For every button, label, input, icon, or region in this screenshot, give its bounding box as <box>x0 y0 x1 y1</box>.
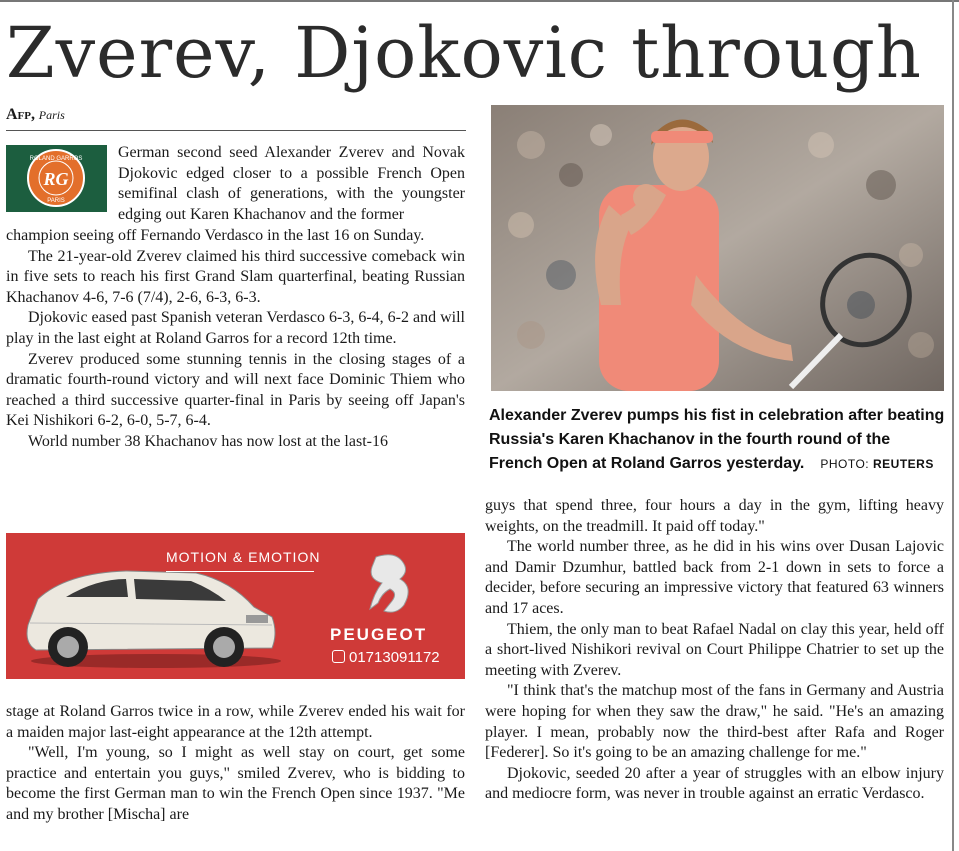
logo-top-text: ROLAND GARROS <box>29 156 83 162</box>
article-paragraph: The 21-year-old Zverev claimed his third successive comeback win in five sets to reach his first Grand Slam quarterfinal, beating Russian Khachanov 4-6, 7-6 (7/4), 2-6, 6-3, 6-3. <box>6 247 465 306</box>
left-column <box>6 226 465 453</box>
article-paragraph: "Well, I'm young, so I might as well stay on court, get some practice and entertain you guys," smiled Zverev, who is bidding to become the first German man to win the French Open since 1937. "Me and my brother [Mischa] are <box>6 744 465 823</box>
ad-phone <box>332 649 440 666</box>
article-paragraph: Djokovic, seeded 20 after a year of struggles with an elbow injury and mediocre form, was never in trouble against an erratic Verdasco. <box>485 764 944 803</box>
photo-caption <box>489 404 947 476</box>
logo-monogram: RG <box>43 169 69 189</box>
byline-rule <box>6 130 466 131</box>
article-paragraph: "I think that's the matchup most of the fans in Germany and Austria were hoping for when they saw the draw," he said. "He's an amazing player. I mean, probably now the third-best after Rafa and Roger [Federer]. So it's going to be an amazing challenge for me." <box>485 682 944 762</box>
phone-icon <box>332 650 345 663</box>
intro-paragraph-rest: champion seeing off Fernando Verdasco in the last 16 on Sunday. <box>6 227 425 244</box>
byline <box>6 106 65 124</box>
article-paragraph: guys that spend three, four hours a day in the gym, lifting heavy weights, on the treadmill. It paid off today." <box>485 497 944 535</box>
intro-paragraph-lead: German second seed Alexander Zverev and Novak Djokovic edged closer to a possible French Open semifinal clash of generations, with the youngster edging out Karen Khachanov and the former <box>118 144 465 223</box>
roland-garros-logo <box>6 145 107 212</box>
logo-bottom-text: PARIS <box>47 198 65 204</box>
photo-credit-source: REUTERS <box>873 457 934 471</box>
caption-text: Alexander Zverev pumps his fist in celebration after beating Russia's Karen Khachanov in the fourth round of the French Open at Roland Garros yesterday. <box>489 407 945 472</box>
article-paragraph: World number 38 Khachanov has now lost at the last-16 <box>28 432 388 450</box>
ad-brand: PEUGEOT <box>330 625 428 644</box>
top-border <box>0 0 959 2</box>
column-border <box>952 0 954 851</box>
article-paragraph: The world number three, as he did in his wins over Dusan Lajovic and Damir Dzumhur, battled back from 2-1 down in sets to force a decider, before securing an impressive victory that featured 63 winners and 17 aces. <box>485 538 944 617</box>
ad-tagline-underline <box>166 571 314 572</box>
photo-credit-label: PHOTO: <box>820 457 870 471</box>
zverev-photo <box>491 105 944 391</box>
article-paragraph: Thiem, the only man to beat Rafael Nadal on clay this year, held off a short-lived Nishikori revival on Court Philippe Chatrier to set up the meeting with Zverev. <box>485 620 944 679</box>
photo-credit <box>820 457 933 471</box>
headline: Zverev, Djokovic through <box>6 12 922 94</box>
ad-phone-number: 01713091172 <box>349 649 440 666</box>
article-paragraph: Zverev produced some stunning tennis in the closing stages of a dramatic fourth-round victory and will next face Dominic Thiem who reached a third successive quarter-final in Paris by seeing off Japan's Kei Nishikori 6-2, 6-0, 5-7, 6-4. <box>6 350 465 430</box>
left-column-continued <box>6 702 465 826</box>
intro-beside-logo <box>118 143 465 225</box>
right-column <box>485 496 944 805</box>
byline-place: Paris <box>38 108 65 122</box>
peugeot-lion-icon <box>354 549 424 619</box>
byline-agency: Afp, <box>6 106 35 123</box>
article-paragraph: stage at Roland Garros twice in a row, while Zverev ended his wait for a maiden major last-eight appearance at the 12th attempt. <box>6 703 465 741</box>
article-paragraph: Djokovic eased past Spanish veteran Verdasco 6-3, 6-4, 6-2 and will play in the last eight at Roland Garros for a record 12th time. <box>6 309 465 347</box>
peugeot-advertisement[interactable] <box>6 533 465 679</box>
ad-tagline: MOTION & EMOTION <box>166 549 321 565</box>
